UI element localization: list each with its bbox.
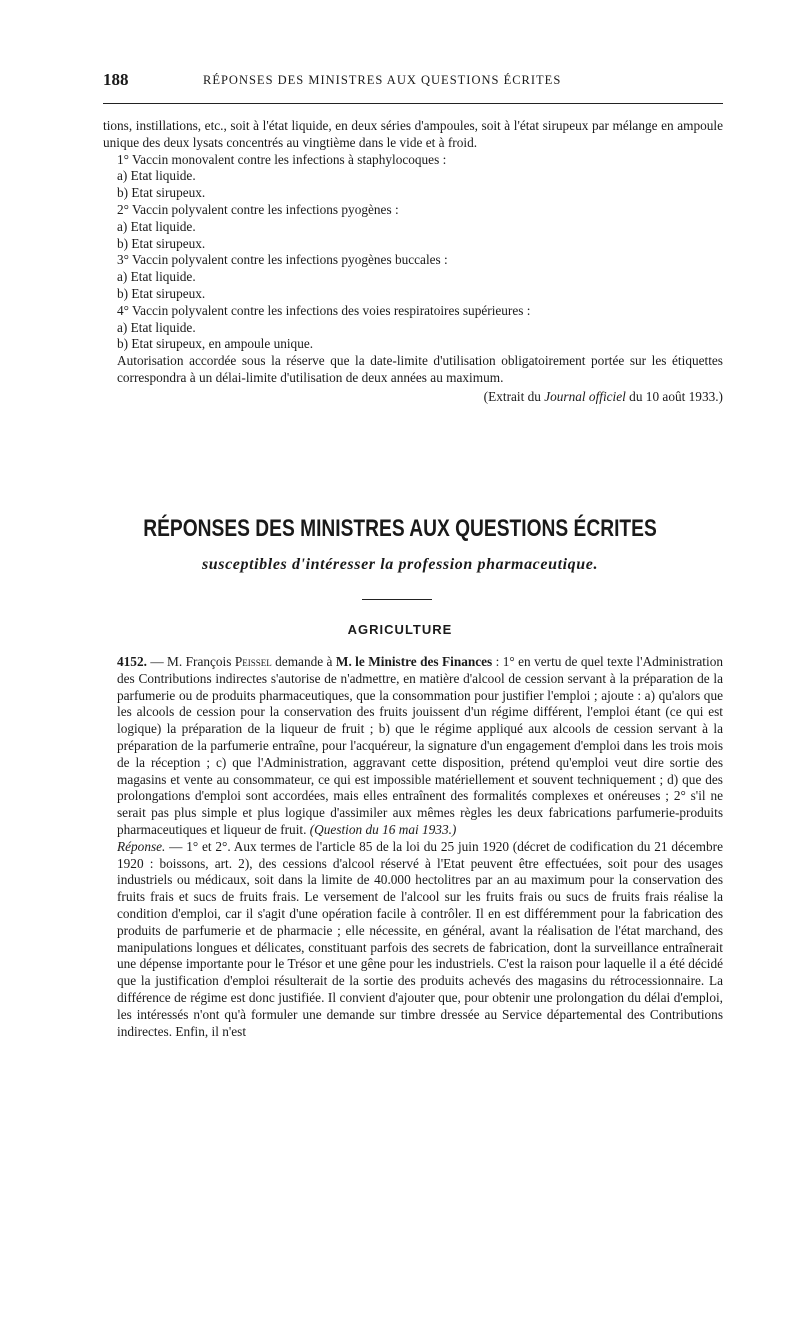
list-item: b) Etat sirupeux. [117,235,206,251]
list-item: a) Etat liquide. [117,269,196,285]
rubric-heading: AGRICULTURE [347,622,453,637]
source-suffix: du 10 août 1933.) [625,388,723,404]
answer-paragraph [103,839,723,1041]
paragraph: Autorisation accordée sous la réserve que la date-limite d'utilisation obligatoirement portée sur les étiquettes correspondra à un délai-limite d'utilisation de deux années au maximum. [117,353,723,385]
source-prefix: (Extrait du [483,388,545,404]
section-title: RÉPONSES DES MINISTRES AUX QUESTIONS ÉCRITES [143,515,657,542]
question-reference: (Question du 16 mai 1933.) [309,821,457,837]
list-item: b) Etat sirupeux. [117,285,206,301]
section-subtitle: susceptibles d'intéresser la profession pharmaceutique. [201,556,599,573]
answer-label: Réponse. [117,838,166,854]
list-item: a) Etat liquide. [117,319,196,335]
question-text: — M. François [146,654,235,669]
question-minister: M. le Ministre des Finances [335,654,493,669]
top-section [103,118,723,406]
question-author: Peissel [234,654,272,669]
list-item: a) Etat liquide. [117,218,196,234]
header-rule [103,103,723,104]
answer-text: — 1° et 2°. Aux termes de l'article 85 de la loi du 25 juin 1920 (décret de codification du 21 décembre 1920 : boissons, art. 2), des cessions d'alcool réservé à l'Etat peuvent être effectuées, soit pour des usages industriels ou médicaux, soit dans la limite de 40.000 hectolitres par an au maximum pour la conservation des fruits frais et sucs de fruits frais. Le versement de l'alcool sur les fruits frais ou sucs de fruits frais réalise la condition d'emploi, car il s'agit d'une opération facile à contrôler. Il en est différemment pour la fabrication des produits de parfumerie et de pharmacie ; elle nécessite, en général, avant la réalisation de l'état marchand, des manipulations longues et délicates, constituant parfois des secrets de fabrication, dont la surveillance entraînerait une dépense importante pour le Trésor et une gêne pour les industriels. C'est la raison pour laquelle il a été décidé que la justification d'emploi résulterait de la sortie des produits achevés des magasins du rétrocessionnaire. La différence de régime est donc justifiée. Il convient d'ajouter que, pour obtenir une prolongation du délai d'emploi, les intéressés n'ont qu'à formuler une demande sur timbre dressée au Service départemental des Contributions indirectes. Enfin, il n'est [117,838,723,1039]
page-header [103,70,723,94]
question-text: demande à [271,654,336,669]
list-item: b) Etat sirupeux, en ampoule unique. [117,336,314,352]
paragraph: tions, instillations, etc., soit à l'état liquide, en deux séries d'ampoules, soit à l'état sirupeux par mélange en ampoule unique des deux lysats concentrés au vingtième dans le vide et à froid. [103,118,723,150]
source-citation [103,389,723,406]
running-title: RÉPONSES DES MINISTRES AUX QUESTIONS ÉCRITES [203,73,562,87]
list-heading: 2° Vaccin polyvalent contre les infections pyogènes : [117,201,399,217]
list-item: b) Etat sirupeux. [117,185,206,201]
list-heading: 3° Vaccin polyvalent contre les infections pyogènes buccales : [117,252,448,268]
list-heading: 1° Vaccin monovalent contre les infections à staphylocoques : [117,151,447,167]
question-text: : 1° en vertu de quel texte l'Administration des Contributions indirectes s'autorise de n'admettre, en matière d'alcool de cession servant à la préparation de la parfumerie ou de produits pharmaceutiques, que la consommation pour justifier l'emploi ; ajoute : a) qu'alors que les alcools de cession pour la conservation des fruits jouissent d'un régime différent, l'emploi étant (ce qui est logique) la préparation de la liqueur de fruit ; b) que le régime appliqué aux alcools de cession servant à la préparation de la parfumerie entraîne, pour l'acquéreur, la signature d'un engagement d'emploi dans les trois mois de la réception ; c) que l'Administration, aggravant cette disposition, prétend qu'emploi veut dire sortie des magasins et vente au consommateur, ce qui est impossible matériellement et souvent techniquement ; d) que des prolongations d'emploi sont accordées, mais elles entraînent des formalités complexes et onéreuses ; 2° s'il ne serait pas plus simple et plus logique d'assimiler aux mêmes règles les deux fabrications parfumerie-produits pharmaceutiques et liqueur de fruit. [117,654,723,837]
question-paragraph [103,654,723,839]
source-journal: Journal officiel [544,388,626,404]
page-number: 188 [103,70,129,89]
question-answer-block [103,654,723,1040]
question-number: 4152. [117,654,147,669]
list-heading: 4° Vaccin polyvalent contre les infections des voies respiratoires supérieures : [117,302,531,318]
section-divider [362,599,432,600]
list-item: a) Etat liquide. [117,168,196,184]
